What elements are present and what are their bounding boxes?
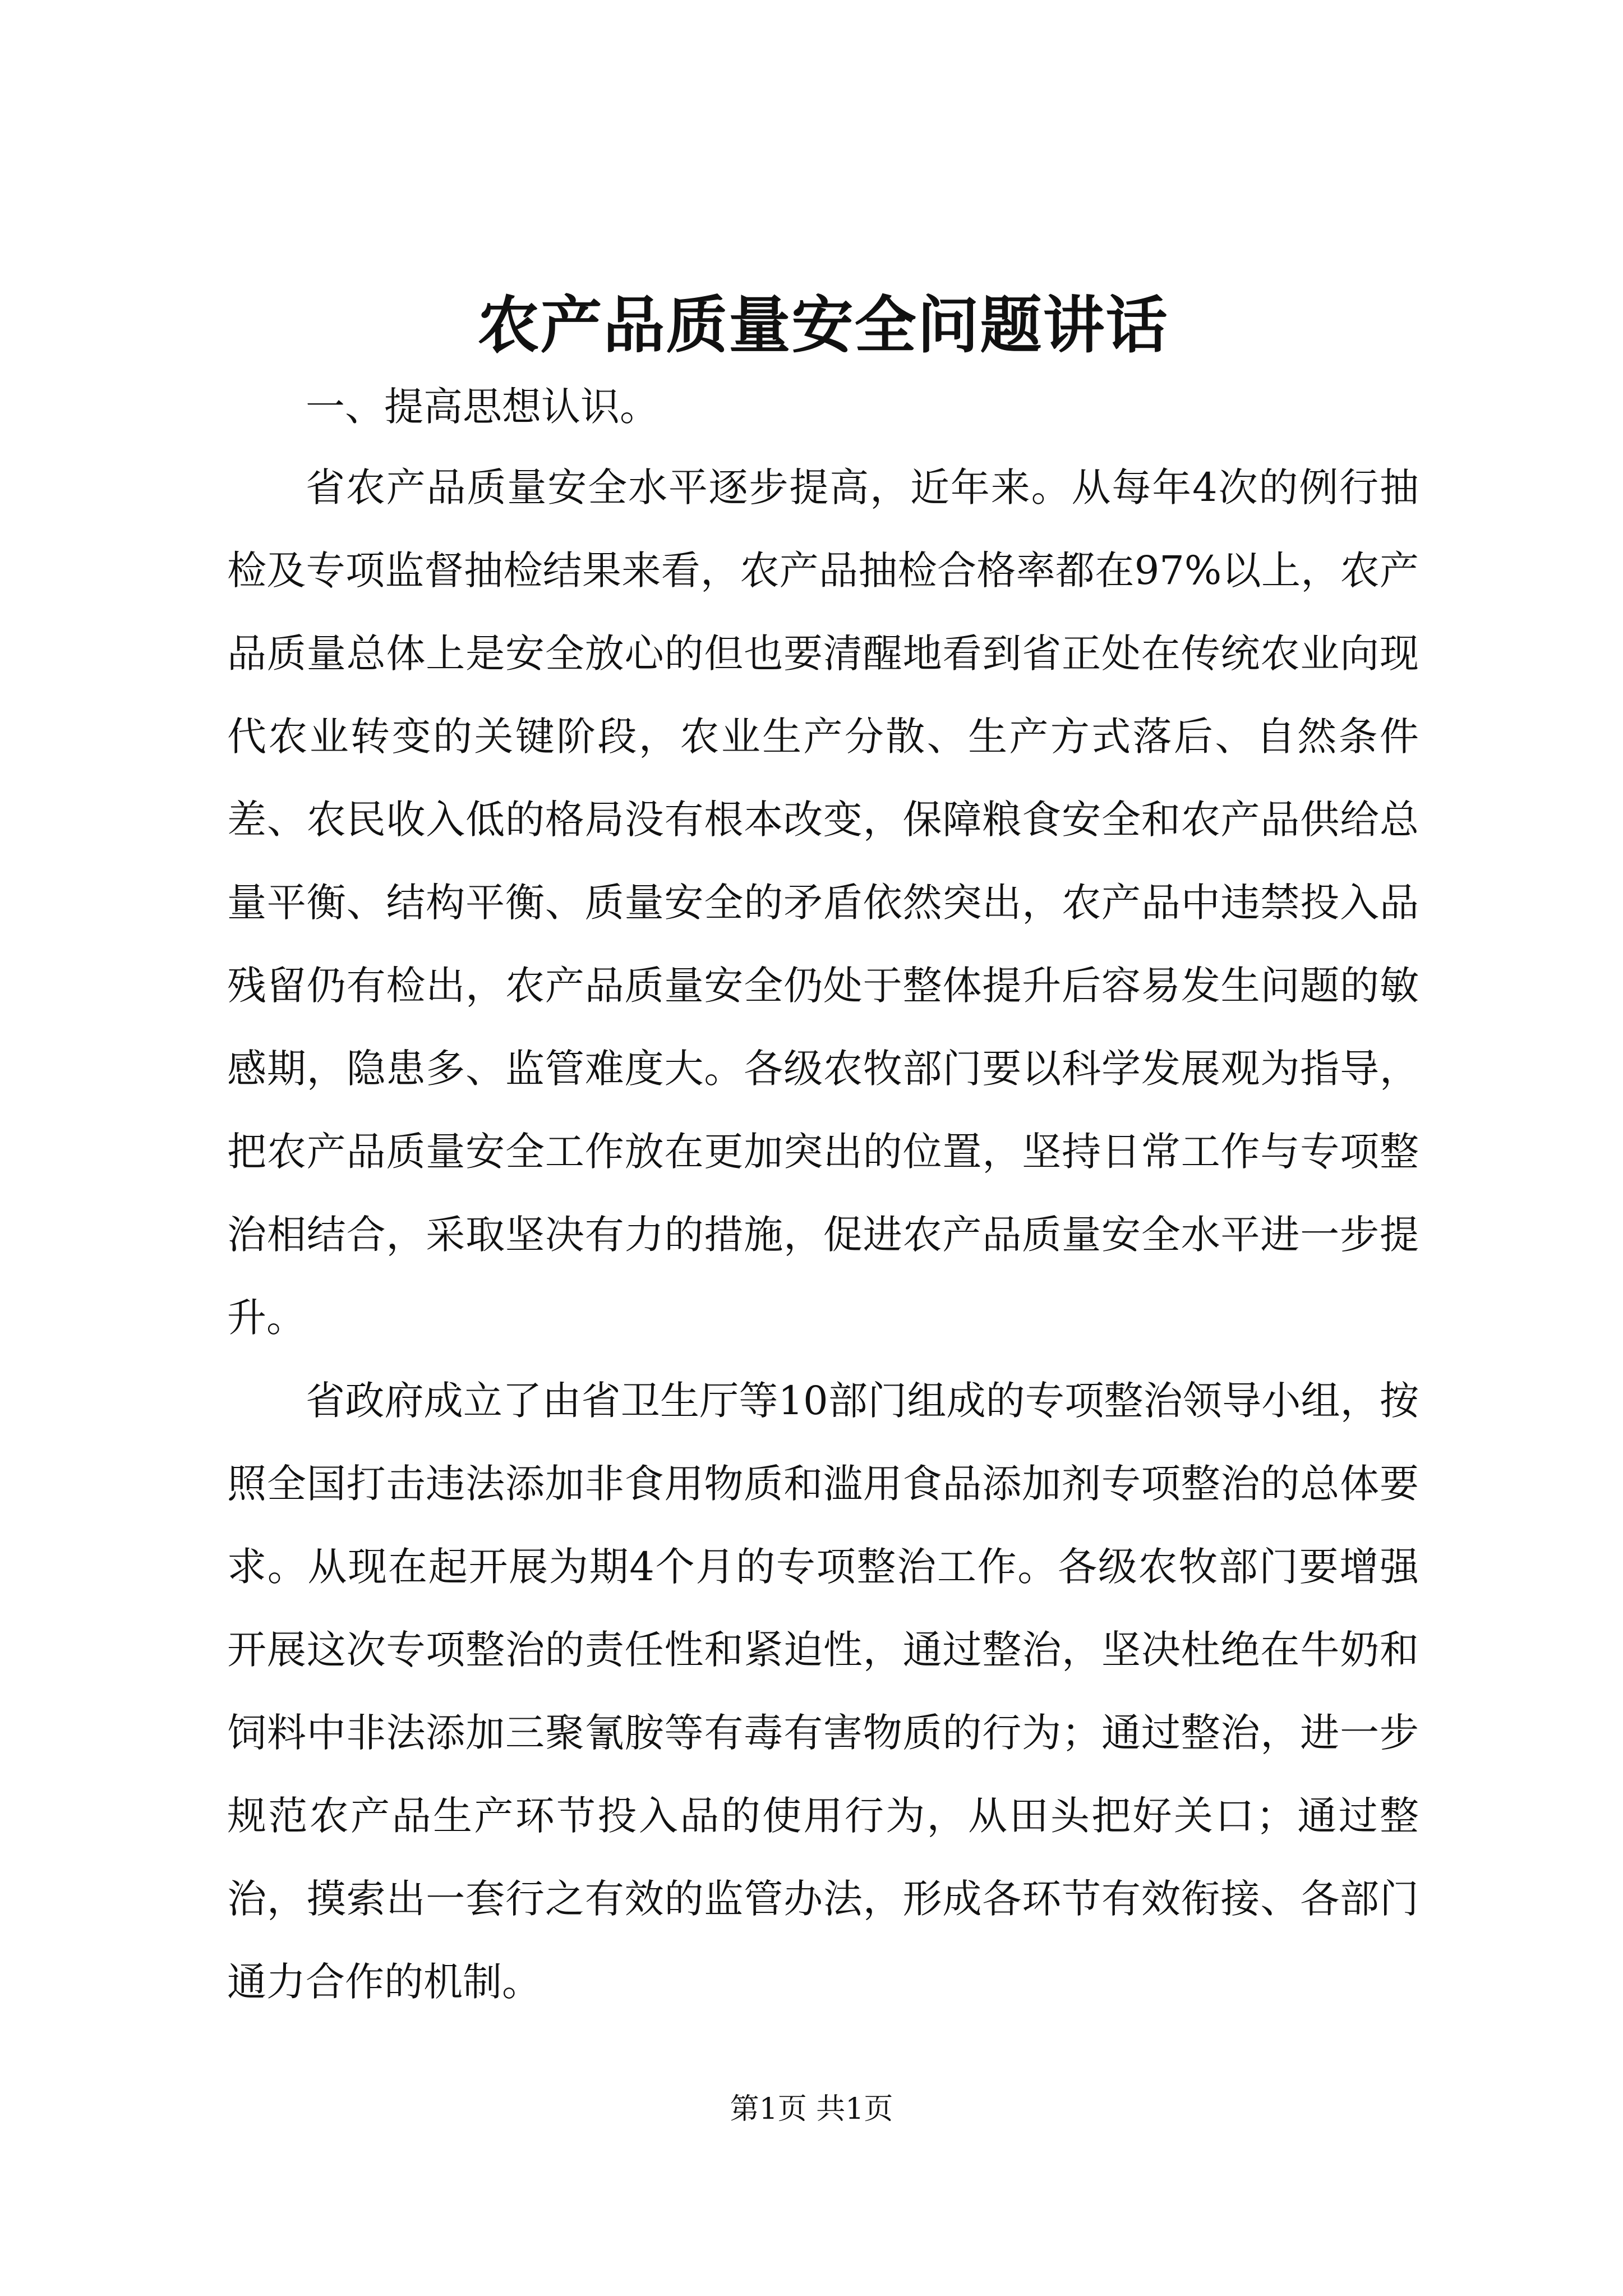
document-title: 农产品质量安全问题讲话 <box>477 289 1169 361</box>
section-heading: 一、提高思想认识。 <box>306 384 659 430</box>
document-body <box>227 283 1419 2023</box>
paragraph-2: 省政府成立了由省卫生厅等10部门组成的专项整治领导小组，按照全国打击违法添加非食用物质和滥用食品添加剂专项整治的总体要求。从现在起开展为期4个月的专项整治工作。各级农牧部门要增强开展这次专项整治的责任性和紧迫性，通过整治，坚决杜绝在牛奶和饲料中非法添加三聚氰胺等有毒有害物质的行为；通过整治，进一步规范农产品生产环节投入品的使用行为，从田头把好关口；通过整治，摸索出一套行之有效的监管办法，形成各环节有效衔接、各部门通力合作的机制。 <box>227 1378 1419 2005</box>
paragraph-1: 省农产品质量安全水平逐步提高，近年来。从每年4次的例行抽检及专项监督抽检结果来看，农产品抽检合格率都在97%以上，农产品质量总体上是安全放心的但也要清醒地看到省正处在传统农业向现代农业转变的关键阶段，农业生产分散、生产方式落后、自然条件差、农民收入低的格局没有根本改变，保障粮食安全和农产品供给总量平衡、结构平衡、质量安全的矛盾依然突出，农产品中违禁投入品残留仍有检出，农产品质量安全仍处于整体提升后容易发生问题的敏感期，隐患多、监管难度大。各级农牧部门要以科学发展观为指导，把农产品质量安全工作放在更加突出的位置，坚持日常工作与专项整治相结合，采取坚决有力的措施，促进农产品质量安全水平进一步提升。 <box>227 464 1419 1341</box>
page-footer: 第1页 共1页 <box>730 2092 893 2126</box>
